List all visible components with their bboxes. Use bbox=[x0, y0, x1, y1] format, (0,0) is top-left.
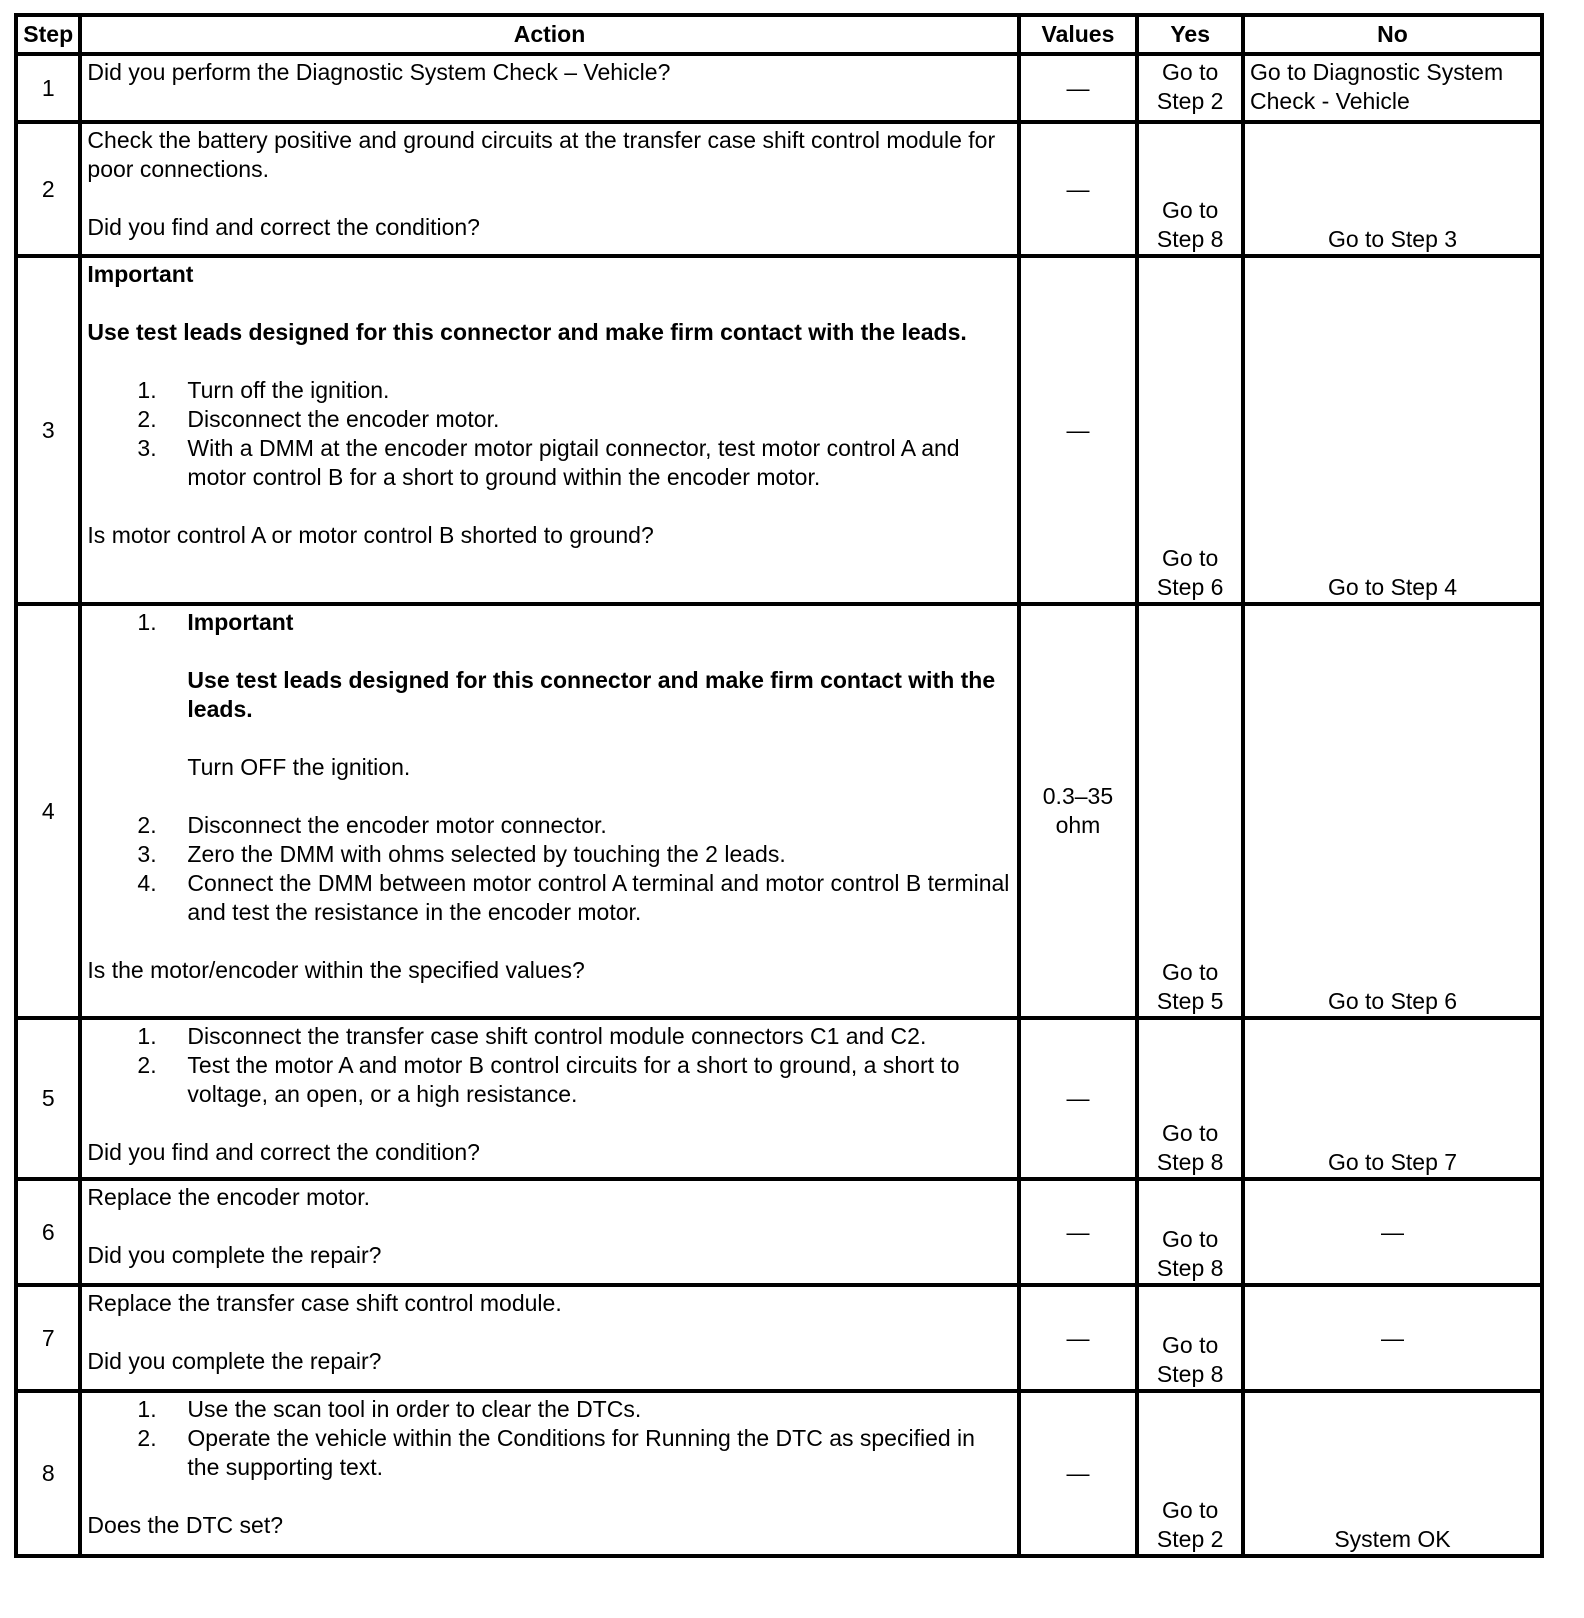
action-steps bbox=[87, 376, 1011, 492]
list-item: 2. Test the motor A and motor B control circuits for a short to ground, a short to voltage, an open, or a high resistance. bbox=[137, 1052, 960, 1107]
no-cell: — bbox=[1243, 1179, 1542, 1285]
action-text: Check the battery positive and ground circuits at the transfer case shift control module for poor connections. bbox=[87, 127, 996, 182]
list-item: 3. With a DMM at the encoder motor pigtail connector, test motor control A and motor control B for a short to ground within the encoder motor. bbox=[137, 435, 960, 490]
action-question: Did you find and correct the condition? bbox=[87, 214, 480, 240]
yes-cell: Go to Step 6 bbox=[1137, 256, 1243, 604]
diagnostic-table bbox=[14, 13, 1544, 1558]
no-cell: Go to Step 3 bbox=[1243, 122, 1542, 256]
header-action: Action bbox=[80, 15, 1018, 54]
values-cell: — bbox=[1019, 1285, 1138, 1391]
action-question: Did you find and correct the condition? bbox=[87, 1139, 480, 1165]
step-number: 7 bbox=[16, 1285, 80, 1391]
action-cell bbox=[80, 1179, 1018, 1285]
action-cell bbox=[80, 54, 1018, 122]
header-yes: Yes bbox=[1137, 15, 1243, 54]
list-item: 2. Disconnect the encoder motor connector. bbox=[137, 812, 607, 838]
yes-cell: Go to Step 8 bbox=[1137, 122, 1243, 256]
values-cell: — bbox=[1019, 54, 1138, 122]
list-item: 2. Operate the vehicle within the Conditions for Running the DTC as specified in the supporting text. bbox=[137, 1425, 975, 1480]
action-cell bbox=[80, 122, 1018, 256]
yes-cell: Go to Step 8 bbox=[1137, 1018, 1243, 1179]
important-note: Use test leads designed for this connector and make firm contact with the leads. bbox=[87, 319, 967, 345]
no-cell: System OK bbox=[1243, 1391, 1542, 1556]
list-item: 1. Turn off the ignition. bbox=[137, 377, 390, 403]
important-label: Important bbox=[187, 609, 294, 635]
action-question: Did you complete the repair? bbox=[87, 1348, 382, 1374]
important-label: Important bbox=[87, 261, 194, 287]
list-item: 1. Important Use test leads designed for this connector and make firm contact with the leads. Turn OFF the ignition. bbox=[87, 608, 1011, 811]
step-number: 3 bbox=[16, 256, 80, 604]
table-row bbox=[16, 256, 1542, 604]
list-item: 4. Connect the DMM between motor control A terminal and motor control B terminal and test the resistance in the encoder motor. bbox=[137, 870, 1010, 925]
action-question: Is motor control A or motor control B shorted to ground? bbox=[87, 522, 654, 548]
header-row bbox=[16, 15, 1542, 54]
yes-cell: Go to Step 2 bbox=[1137, 54, 1243, 122]
yes-cell: Go to Step 5 bbox=[1137, 604, 1243, 1018]
values-cell: — bbox=[1019, 1391, 1138, 1556]
action-text: Did you perform the Diagnostic System Check – Vehicle? bbox=[87, 59, 671, 85]
important-note: Use test leads designed for this connector and make firm contact with the leads. bbox=[187, 667, 996, 722]
step-number: 2 bbox=[16, 122, 80, 256]
no-cell: — bbox=[1243, 1285, 1542, 1391]
action-steps bbox=[87, 1395, 1011, 1482]
no-cell: Go to Step 6 bbox=[1243, 604, 1542, 1018]
table-row bbox=[16, 1018, 1542, 1179]
action-cell bbox=[80, 256, 1018, 604]
table-row bbox=[16, 54, 1542, 122]
no-cell: Go to Step 4 bbox=[1243, 256, 1542, 604]
yes-cell: Go to Step 2 bbox=[1137, 1391, 1243, 1556]
step-number: 4 bbox=[16, 604, 80, 1018]
action-text: Replace the encoder motor. bbox=[87, 1184, 370, 1210]
step-number: 6 bbox=[16, 1179, 80, 1285]
step-number: 8 bbox=[16, 1391, 80, 1556]
yes-cell: Go to Step 8 bbox=[1137, 1179, 1243, 1285]
list-item: 1. Disconnect the transfer case shift control module connectors C1 and C2. bbox=[137, 1023, 927, 1049]
action-steps bbox=[87, 1022, 1011, 1109]
sub-step-text: Turn OFF the ignition. bbox=[187, 754, 411, 780]
action-question: Does the DTC set? bbox=[87, 1512, 284, 1538]
yes-cell: Go to Step 8 bbox=[1137, 1285, 1243, 1391]
action-question: Did you complete the repair? bbox=[87, 1242, 382, 1268]
no-cell: Go to Diagnostic System Check - Vehicle bbox=[1243, 54, 1542, 122]
action-text: Replace the transfer case shift control module. bbox=[87, 1290, 562, 1316]
table-row bbox=[16, 122, 1542, 256]
values-cell: — bbox=[1019, 122, 1138, 256]
action-cell bbox=[80, 1391, 1018, 1556]
action-cell bbox=[80, 1018, 1018, 1179]
table-row bbox=[16, 1285, 1542, 1391]
values-cell: — bbox=[1019, 256, 1138, 604]
step-number: 5 bbox=[16, 1018, 80, 1179]
action-steps bbox=[87, 608, 1011, 927]
action-cell bbox=[80, 1285, 1018, 1391]
header-step: Step bbox=[16, 15, 80, 54]
action-question: Is the motor/encoder within the specified values? bbox=[87, 957, 585, 983]
table-row bbox=[16, 604, 1542, 1018]
list-item: 2. Disconnect the encoder motor. bbox=[137, 406, 500, 432]
action-cell bbox=[80, 604, 1018, 1018]
list-item: 1. Use the scan tool in order to clear the DTCs. bbox=[137, 1396, 642, 1422]
list-item: 3. Zero the DMM with ohms selected by touching the 2 leads. bbox=[137, 841, 786, 867]
table-row bbox=[16, 1179, 1542, 1285]
values-cell: 0.3–35 ohm bbox=[1019, 604, 1138, 1018]
values-cell: — bbox=[1019, 1018, 1138, 1179]
header-no: No bbox=[1243, 15, 1542, 54]
table-row bbox=[16, 1391, 1542, 1556]
no-cell: Go to Step 7 bbox=[1243, 1018, 1542, 1179]
step-number: 1 bbox=[16, 54, 80, 122]
header-values: Values bbox=[1019, 15, 1138, 54]
values-cell: — bbox=[1019, 1179, 1138, 1285]
